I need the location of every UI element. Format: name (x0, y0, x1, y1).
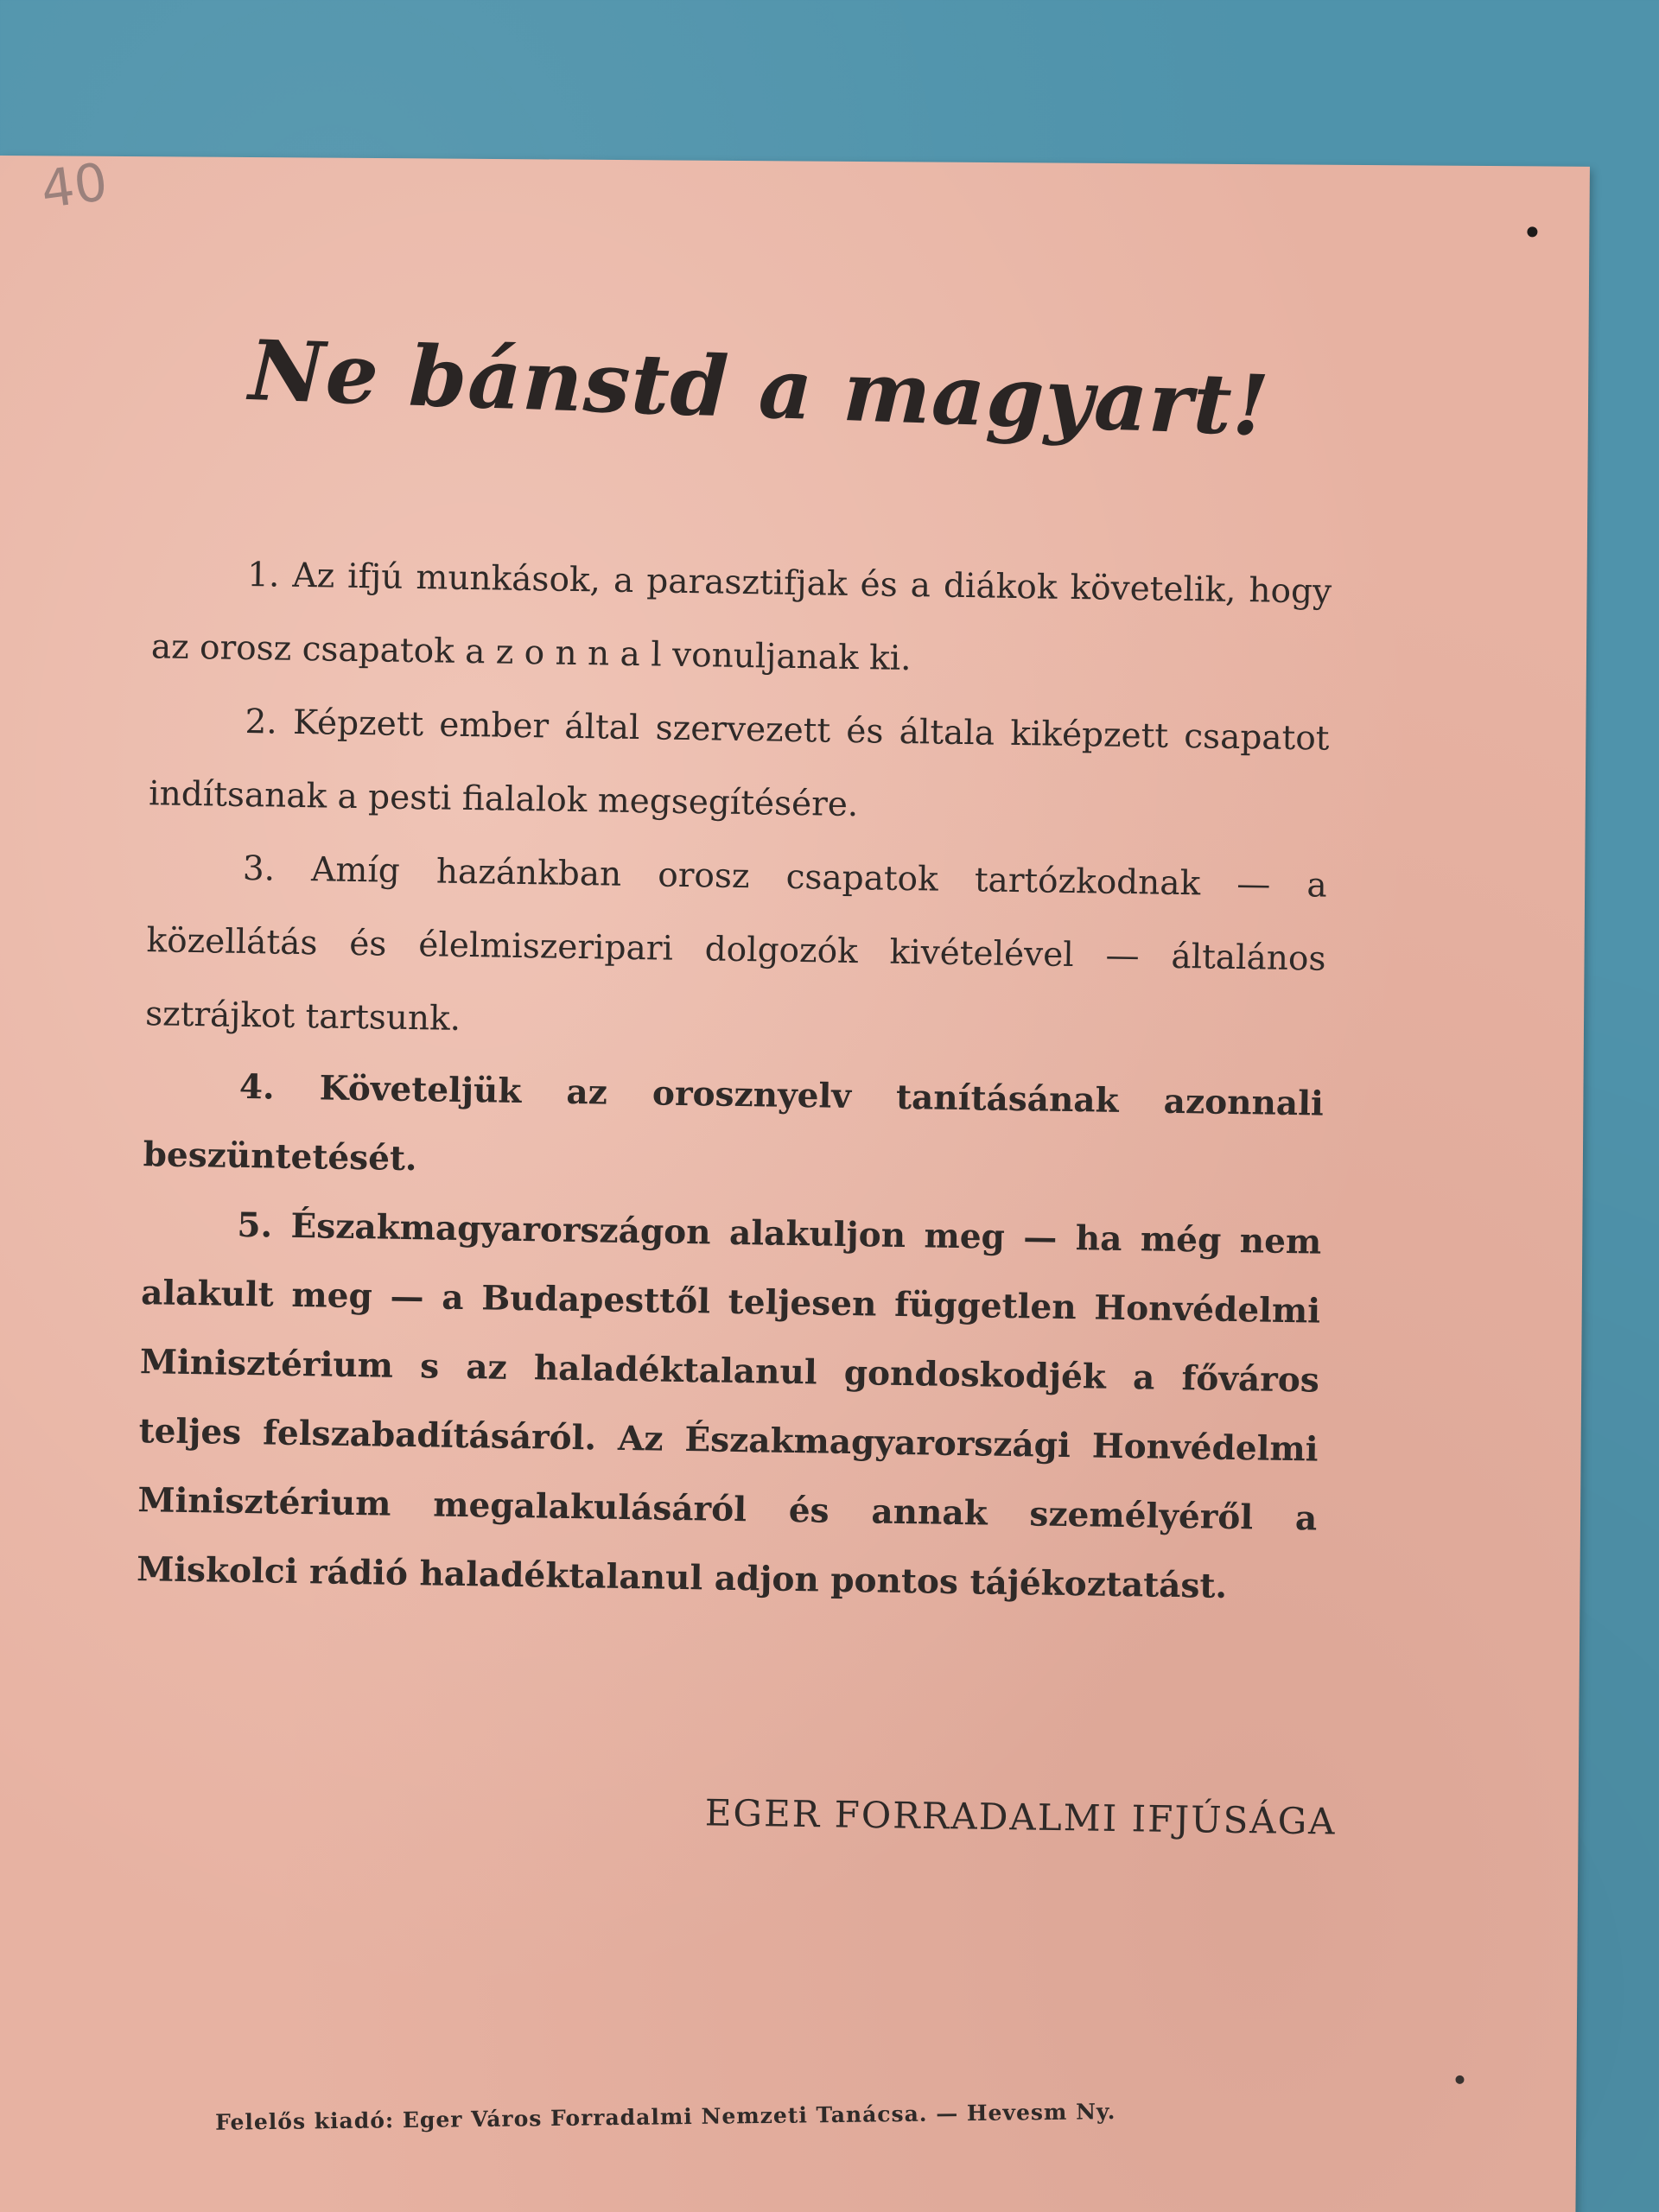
demands-list (137, 537, 1332, 1622)
demand-3: 3. Amíg hazánkban orosz csapatok tartózkodnak — a közellátás és élelmiszeripari dolgozók kivételével — általános sztrájkot tartsunk. (144, 849, 1328, 1039)
demand-4: 4. Követeljük az orosznyelv tanításának azonnali beszüntetését. (143, 1066, 1325, 1179)
poster-sheet (0, 151, 1590, 2212)
pin-bottom-right (1455, 2075, 1464, 2084)
demand-2: 2. Képzett ember által szervezett és általa kiképzett csapatot indítsanak a pesti fialalok megsegítésére. (148, 702, 1330, 825)
poster-title: Ne bánstd a magyart! (247, 321, 1272, 455)
publisher-footer: Felelős kiadó: Eger Város Forradalmi Nemzeti Tanácsa. — Hevesm Ny. (214, 2099, 1116, 2135)
signature: EGER FORRADALMI IFJÚSÁGA (704, 1791, 1337, 1843)
demand-5: 5. Északmagyarországon alakuljon meg — ha még nem alakult meg — a Budapesttől teljesen független Honvédelmi Minisztérium s az haladéktalanul gondoskodjék a főváros teljes felszabadításáról. Az Északmagyarországi Honvédelmi Minisztérium megalakulásáról és annak személyéről a Miskolci rádió haladéktalanul adjon pontos tájékoztatást. (136, 1205, 1322, 1606)
pencil-mark: 40 (37, 151, 111, 221)
demand-1: 1. Az ifjú munkások, a parasztifjak és a diákok követelik, hogy az orosz csapatok a z o n n a l vonuljanak ki. (150, 555, 1332, 679)
pin-top-right (1527, 226, 1537, 237)
